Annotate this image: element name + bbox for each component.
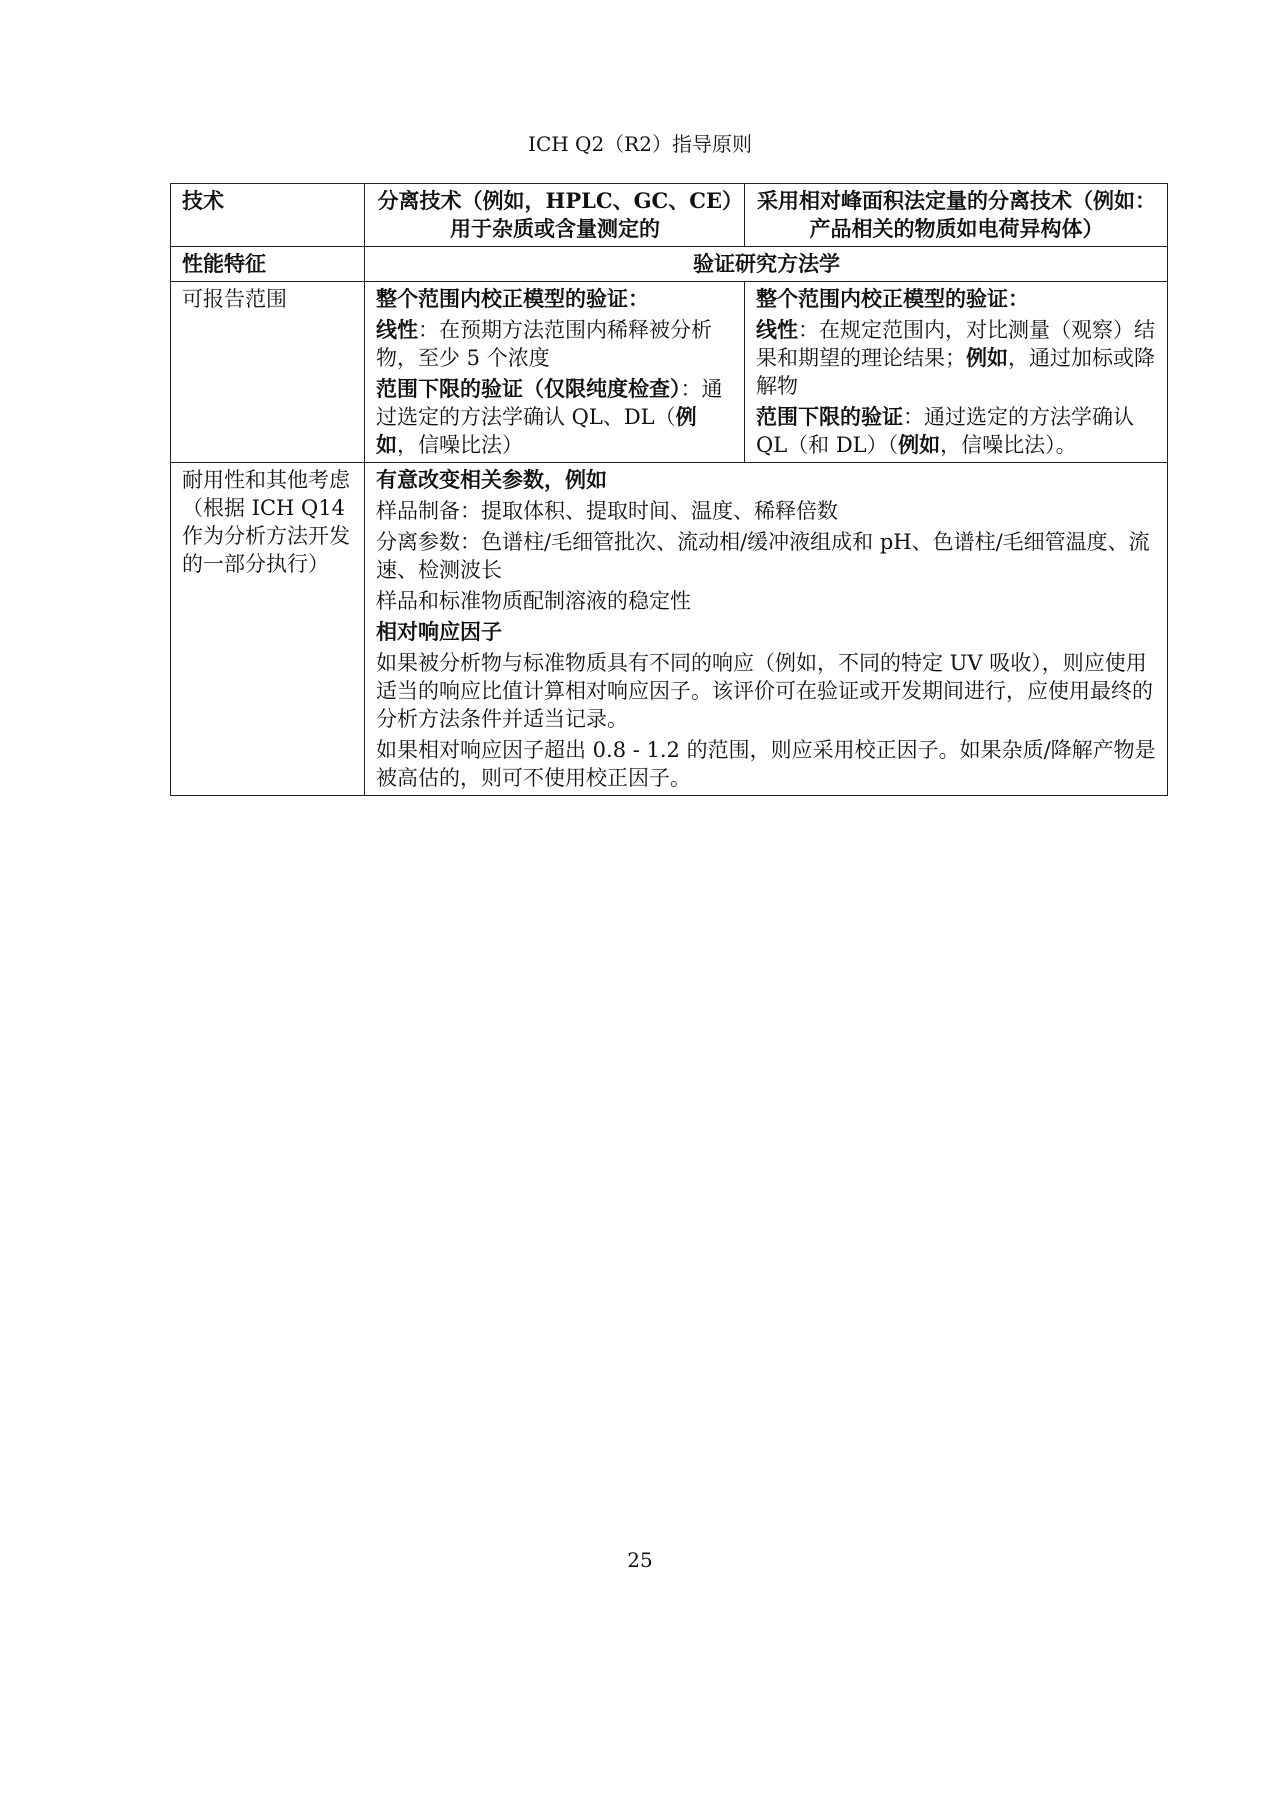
example-label: 例如: [898, 432, 941, 457]
sample-preparation-text: 样品制备：提取体积、提取时间、温度、稀释倍数: [376, 499, 838, 523]
reportable-range-col3: [745, 282, 1168, 463]
lower-limit-paragraph: [376, 375, 734, 459]
rrf-paragraph-1: 如果被分析物与标准物质具有不同的响应（例如，不同的特定 UV 吸收），则应使用适当的响应比值计算相对响应因子。该评价可在验证或开发期间进行，应使用最终的分析方法条件并适当记录。: [376, 651, 1153, 731]
calibration-heading: 整个范围内校正模型的验证：: [756, 286, 1029, 311]
table-row-reportable-range: [171, 282, 1168, 463]
table-subheader-row: [171, 247, 1168, 282]
rrf-heading: 相对响应因子: [376, 619, 502, 644]
example-label: 例如: [966, 345, 1008, 370]
separation-parameters-text: 分离参数：色谱柱/毛细管批次、流动相/缓冲液组成和 pH、色谱柱/毛细管温度、流速、检测波长: [376, 530, 1150, 582]
page-number: 25: [627, 1548, 653, 1572]
lower-limit-text-end: ，信噪比法）。: [940, 433, 1077, 457]
reportable-range-col2: [365, 282, 745, 463]
linearity-text: ：在预期方法范围内稀释被分析物，至少 5 个浓度: [376, 318, 712, 370]
table-header-row: [171, 184, 1168, 247]
lower-limit-paragraph: [756, 403, 1157, 459]
robustness-heading: 有意改变相关参数，例如: [376, 467, 607, 492]
example-label: 例如: [376, 404, 697, 457]
header-separation-techniques: 分离技术（例如，HPLC、GC、CE）用于杂质或含量测定的: [365, 184, 745, 247]
linearity-paragraph: [756, 316, 1157, 400]
linearity-text: ：在规定范围内，对比测量（观察）结果和期望的理论结果；: [756, 318, 1155, 370]
robustness-content: [365, 463, 1168, 796]
linearity-text-end: ，通过加标或降解物: [756, 346, 1155, 398]
technique-label: 技术: [171, 184, 365, 247]
reportable-range-label: 可报告范围: [171, 282, 365, 463]
rrf-paragraph-2: 如果相对响应因子超出 0.8 - 1.2 的范围，则应采用校正因子。如果杂质/降解产物是被高估的，则可不使用校正因子。: [376, 738, 1156, 790]
linearity-label: 线性: [376, 317, 418, 342]
lower-limit-label: 范围下限的验证: [756, 404, 903, 429]
lower-limit-text: ：通过选定的方法学确认 QL、DL（: [376, 377, 723, 429]
header-relative-peak-area: 采用相对峰面积法定量的分离技术（例如：产品相关的物质如电荷异构体）: [745, 184, 1168, 247]
validation-table: [170, 183, 1168, 796]
calibration-heading: 整个范围内校正模型的验证：: [376, 286, 649, 311]
solution-stability-text: 样品和标准物质配制溶液的稳定性: [376, 589, 691, 613]
lower-limit-label: 范围下限的验证（仅限纯度检查）: [376, 376, 681, 401]
methodology-label: 验证研究方法学: [365, 247, 1168, 282]
robustness-label: 耐用性和其他考虑（根据 ICH Q14 作为分析方法开发的一部分执行）: [171, 463, 365, 796]
linearity-paragraph: [376, 316, 734, 372]
lower-limit-text-end: ，信噪比法）: [397, 433, 523, 457]
table-row-robustness: [171, 463, 1168, 796]
page-header: ICH Q2（R2）指导原则: [528, 132, 752, 156]
lower-limit-text: ：通过选定的方法学确认 QL（和 DL）（: [756, 405, 1134, 457]
performance-feature-label: 性能特征: [171, 247, 365, 282]
linearity-label: 线性: [756, 317, 798, 342]
